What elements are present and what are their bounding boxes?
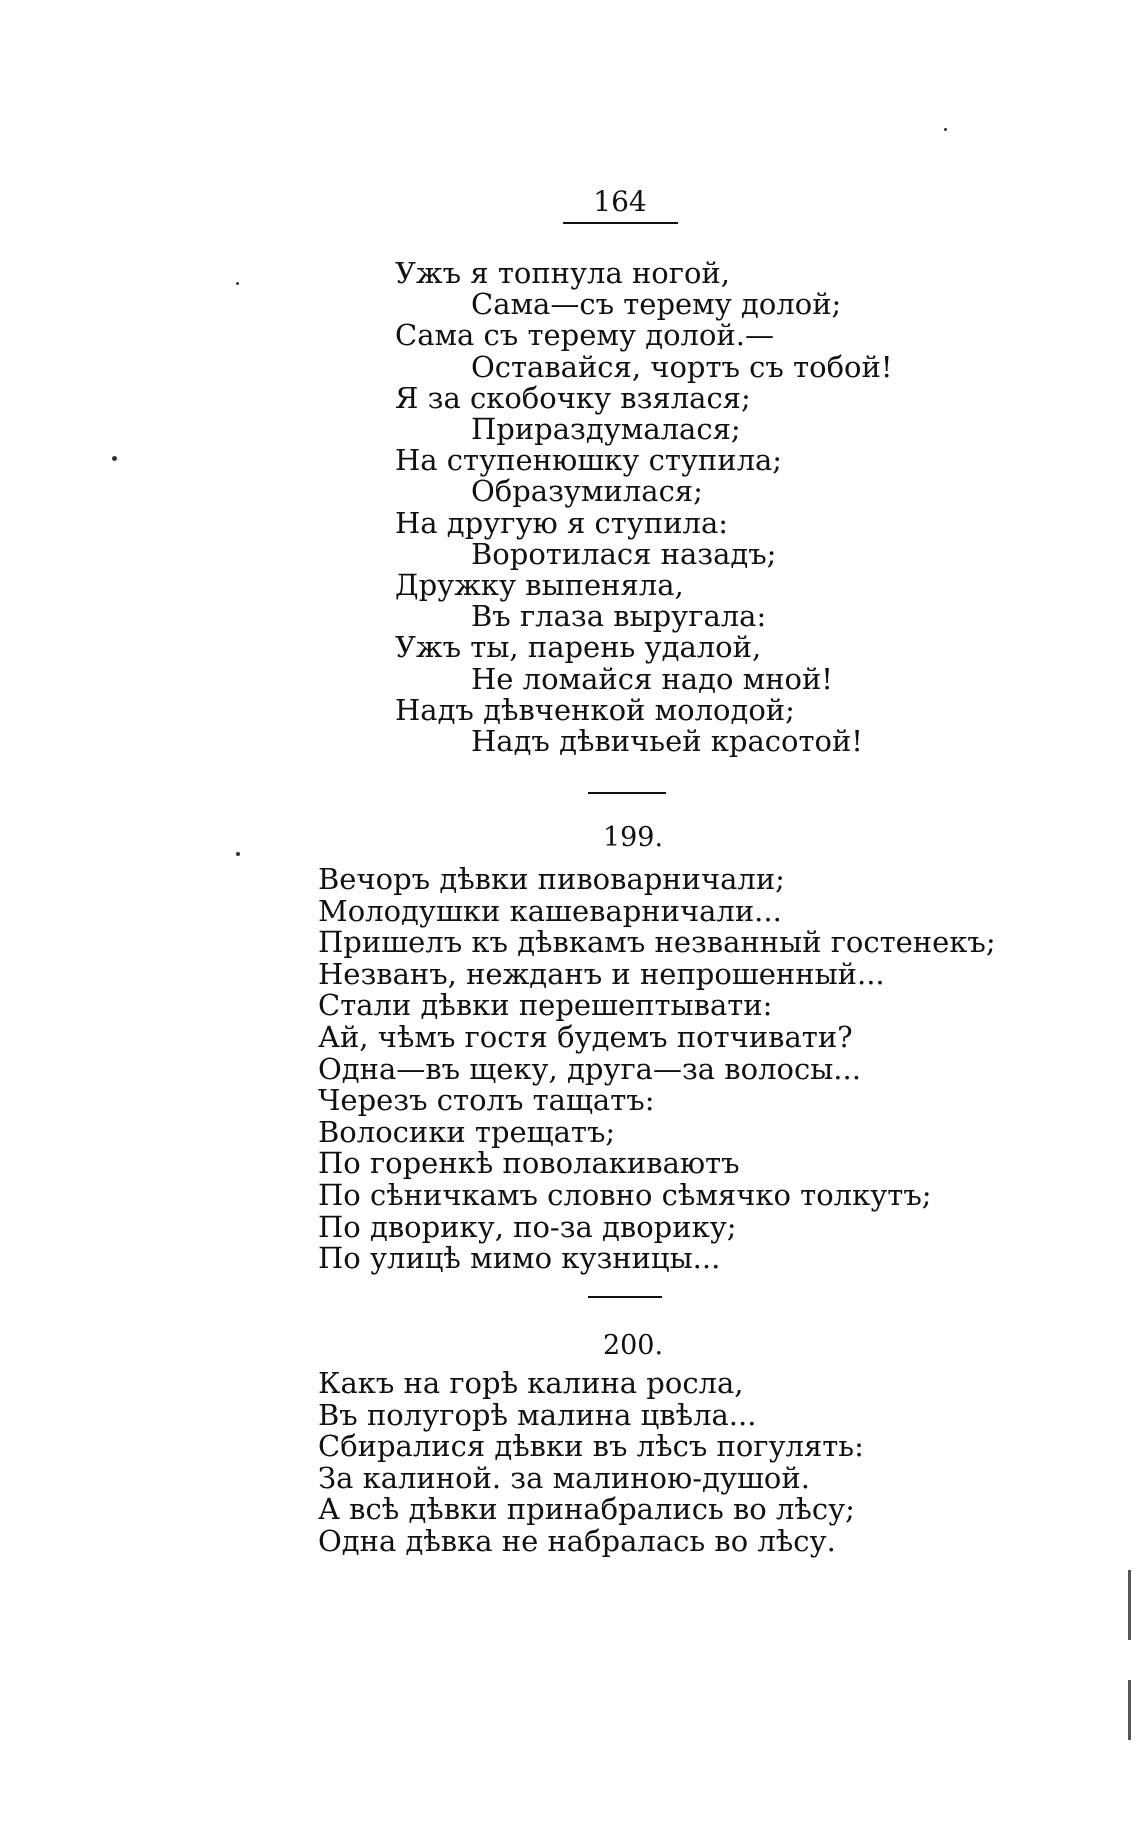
verse-line: Образумилася;: [471, 474, 703, 509]
verse-line: Воротилася назадъ;: [471, 536, 777, 571]
separator-rule: [588, 1296, 662, 1298]
verse-line: Дружку выпеняла,: [395, 568, 684, 603]
verse-line: Ужъ я топнула ногой,: [395, 256, 730, 290]
verse-line: Черезъ столъ тащатъ:: [318, 1083, 655, 1118]
verse-line: Одна—въ щеку, друга—за волосы...: [318, 1051, 861, 1086]
verse-line: По дворику, по-за дворику;: [318, 1209, 737, 1244]
poem-number-200: 200.: [602, 1330, 664, 1361]
poem-200-body: [318, 1368, 1018, 1558]
verse-line: Оставайся, чортъ съ тобой!: [471, 349, 893, 384]
separator-rule: [588, 792, 666, 794]
continuation-stanza: [395, 258, 955, 757]
verse-line: По горенкѣ поволакиваютъ: [318, 1146, 740, 1181]
verse-line: Не ломайся надо мной!: [471, 661, 833, 696]
page-speck: [944, 128, 947, 131]
page-speck: [236, 852, 240, 856]
verse-line: Одна дѣвка не набралась во лѣсу.: [318, 1523, 836, 1558]
verse-line: Вечоръ дѣвки пивоварничали;: [318, 862, 785, 896]
scan-edge-line: [1128, 1680, 1131, 1740]
verse-line: По улицѣ мимо кузницы...: [318, 1241, 721, 1276]
poem-199-body: [318, 864, 1018, 1275]
verse-line: Я за скобочку взялася;: [395, 380, 751, 415]
verse-line: Надъ дѣвичьей красотой!: [471, 724, 863, 759]
scan-edge-line: [1128, 1570, 1131, 1640]
page-speck: [236, 282, 239, 285]
verse-line: Сама—съ терему долой;: [471, 287, 842, 322]
verse-line: Волосики трещатъ;: [318, 1114, 616, 1149]
verse-line: Стали дѣвки перешептывати:: [318, 988, 773, 1023]
verse-line: По сѣничкамъ словно сѣмячко толкутъ;: [318, 1177, 932, 1212]
verse-line: Сбиралися дѣвки въ лѣсъ погулять:: [318, 1429, 864, 1464]
verse-line: Какъ на горѣ калина росла,: [318, 1366, 744, 1400]
verse-line: Въ глаза выругала:: [471, 599, 767, 634]
verse-line: На ступенюшку ступила;: [395, 443, 783, 478]
verse-line: Ай, чѣмъ гостя будемъ потчивати?: [318, 1019, 853, 1054]
verse-line: А всѣ дѣвки принабрались во лѣсу;: [318, 1492, 855, 1527]
verse-line: За калиной. за малиною-душой.: [318, 1460, 810, 1495]
verse-line: На другую я ступила:: [395, 505, 729, 540]
verse-line: Пришелъ къ дѣвкамъ незванный гостенекъ;: [318, 925, 996, 960]
verse-line: Незванъ, нежданъ и непрошенный...: [318, 956, 885, 991]
verse-line: Молодушки кашеварничали...: [318, 893, 782, 928]
page-number: 164: [593, 185, 647, 218]
verse-line: Въ полугорѣ малина цвѣла...: [318, 1397, 757, 1432]
verse-line: Надъ дѣвченкой молодой;: [395, 692, 795, 727]
verse-line: Ужъ ты, парень удалой,: [395, 630, 762, 665]
page-number-rule: [563, 222, 678, 224]
poem-number-199: 199.: [602, 822, 664, 853]
verse-line: Прираздумалася;: [471, 412, 741, 447]
verse-line: Сама съ терему долой.—: [395, 318, 774, 353]
page-speck: [112, 456, 117, 461]
